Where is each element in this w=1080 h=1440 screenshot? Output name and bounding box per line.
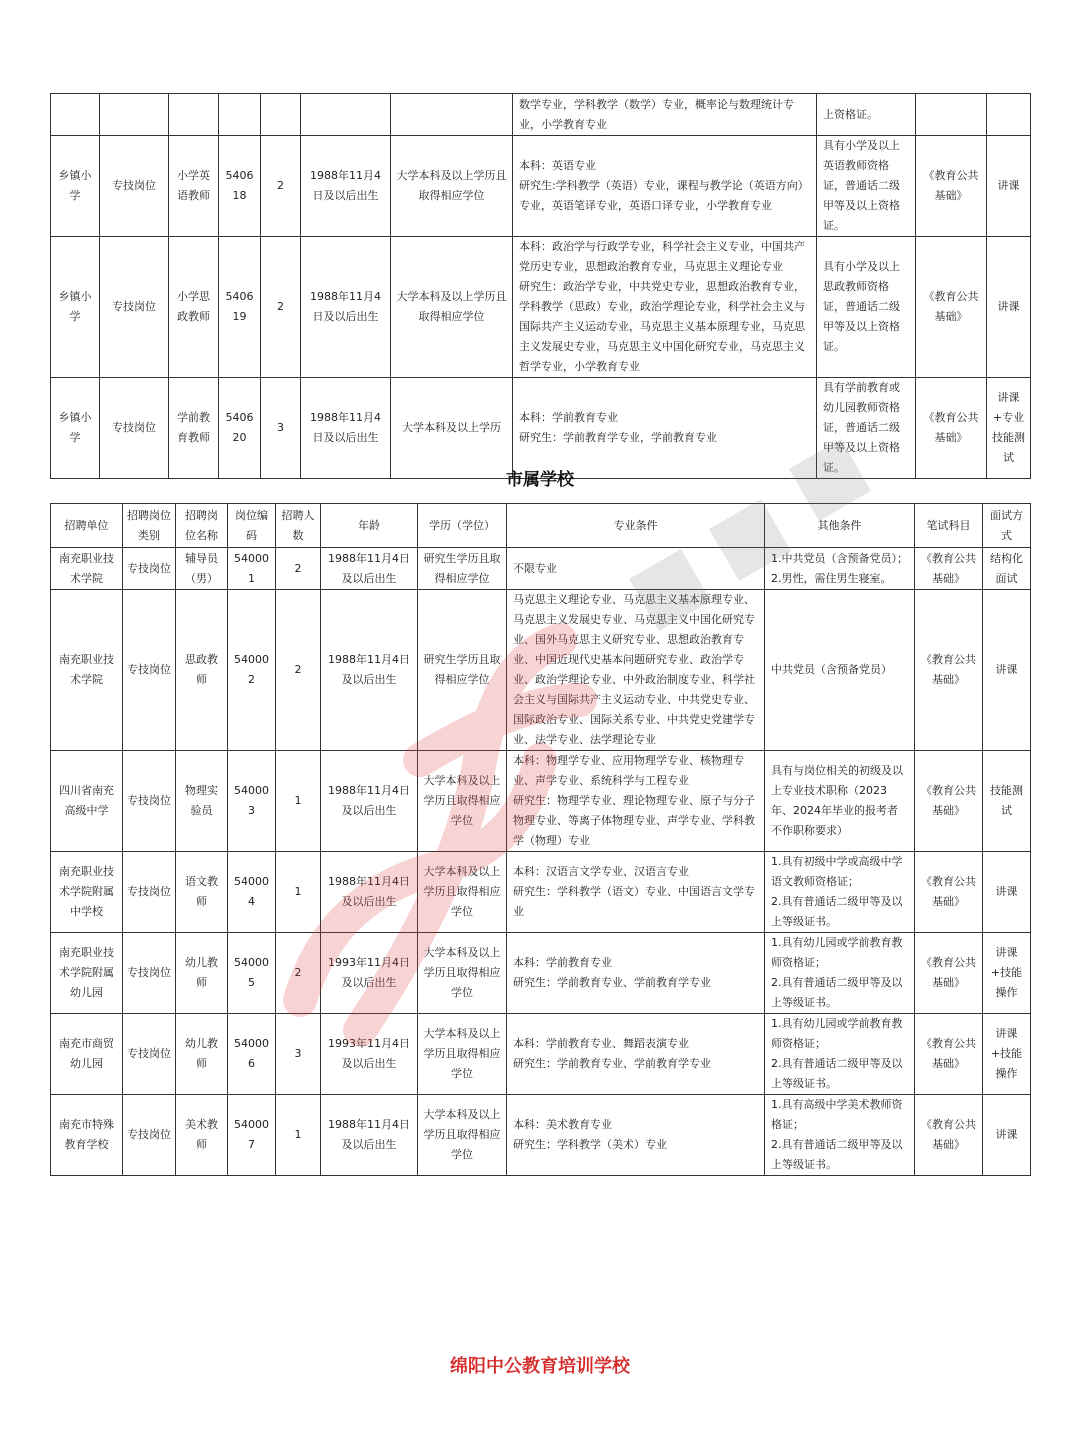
table-cell: 技能测试 xyxy=(983,751,1031,852)
table-cell: 2 xyxy=(276,590,321,751)
table-row xyxy=(51,94,1031,136)
table-row xyxy=(51,751,1031,852)
table-cell: 具有小学及以上思政教师资格证，普通话二级甲等及以上资格证。 xyxy=(817,237,916,378)
table-cell: 研究生学历且取得相应学位 xyxy=(418,590,507,751)
table-cell xyxy=(301,94,391,136)
table-cell xyxy=(916,94,987,136)
header-cell: 学历（学位） xyxy=(418,504,507,548)
table-cell: 2 xyxy=(276,548,321,590)
header-cell: 招聘人数 xyxy=(276,504,321,548)
table-cell: 1988年11月4日及以后出生 xyxy=(321,852,418,933)
table-cell: 《教育公共基础》 xyxy=(915,1095,983,1176)
table-cell: 大学本科及以上学历且取得相应学位 xyxy=(418,751,507,852)
table-cell: 中共党员（含预备党员） xyxy=(765,590,915,751)
header-row xyxy=(51,504,1031,548)
table-cell xyxy=(391,94,513,136)
table-cell: 1.具有初级中学或高级中学语文教师资格证； 2.具有普通话二级甲等及以上等级证书。 xyxy=(765,852,915,933)
table-row xyxy=(51,548,1031,590)
table-cell xyxy=(51,94,100,136)
table-cell: 专技岗位 xyxy=(123,548,176,590)
table-row xyxy=(51,136,1031,237)
table-cell: 讲课+技能操作 xyxy=(983,1014,1031,1095)
footer-school-name: 绵阳中公教育培训学校 xyxy=(450,1356,630,1377)
table-cell: 具有学前教育或幼儿园教师资格证，普通话二级甲等及以上资格证。 xyxy=(817,378,916,479)
table-cell: 大学本科及以上学历且取得相应学位 xyxy=(418,933,507,1014)
section-title: 市属学校 xyxy=(506,470,574,490)
table-cell: 本科：学前教育专业、舞蹈表演专业 研究生：学前教育专业、学前教育学专业 xyxy=(507,1014,765,1095)
table-row xyxy=(51,1095,1031,1176)
table-cell: 540003 xyxy=(228,751,276,852)
table-row xyxy=(51,933,1031,1014)
table-cell: 《教育公共基础》 xyxy=(915,590,983,751)
table-cell: 具有小学及以上英语教师资格证，普通话二级甲等及以上资格证。 xyxy=(817,136,916,237)
table-cell: 南充市特殊教育学校 xyxy=(51,1095,123,1176)
table-cell: 讲课+技能操作 xyxy=(983,933,1031,1014)
table-cell: 专技岗位 xyxy=(100,237,169,378)
table-cell: 幼儿教师 xyxy=(176,933,228,1014)
table-cell: 物理实验员 xyxy=(176,751,228,852)
table-cell: 大学本科及以上学历且取得相应学位 xyxy=(418,1095,507,1176)
table-cell: 语文教师 xyxy=(176,852,228,933)
table-cell: 1993年11月4日及以后出生 xyxy=(321,1014,418,1095)
table-cell: 《教育公共基础》 xyxy=(916,378,987,479)
table-cell xyxy=(219,94,261,136)
table-cell: 专技岗位 xyxy=(123,933,176,1014)
township-table-body xyxy=(51,94,1031,479)
table-cell: 南充职业技术学院附属中学校 xyxy=(51,852,123,933)
table-cell: 专技岗位 xyxy=(123,751,176,852)
table-cell: 《教育公共基础》 xyxy=(915,852,983,933)
table-cell: 乡镇小学 xyxy=(51,136,100,237)
table-cell: 1988年11月4日及以后出生 xyxy=(321,590,418,751)
table-cell: 讲课 xyxy=(987,237,1031,378)
table-cell xyxy=(100,94,169,136)
table-cell: 大学本科及以上学历且取得相应学位 xyxy=(391,237,513,378)
table-cell: 1.具有幼儿园或学前教育教师资格证； 2.具有普通话二级甲等及以上等级证书。 xyxy=(765,933,915,1014)
table-cell: 乡镇小学 xyxy=(51,237,100,378)
table-cell xyxy=(261,94,301,136)
table-cell: 思政教师 xyxy=(176,590,228,751)
header-cell: 专业条件 xyxy=(507,504,765,548)
table-cell: 不限专业 xyxy=(507,548,765,590)
table-cell: 《教育公共基础》 xyxy=(915,933,983,1014)
table-cell: 大学本科及以上学历且取得相应学位 xyxy=(391,136,513,237)
table-cell: 540001 xyxy=(228,548,276,590)
table-cell: 本科：政治学与行政学专业，科学社会主义专业，中国共产党历史专业，思想政治教育专业，马克思主义理论专业 研究生：政治学专业，中共党史专业，思想政治教育专业，学科教学（思政）专业，政治学理论专业，科学社会主义与国际共产主义运动专业，马克思主义基本原理专业，马克思主义发展史专业，马克思主义中国化研究专业，马克思主义哲学专业，小学教育专业 xyxy=(513,237,817,378)
table-cell: 1.具有幼儿园或学前教育教师资格证； 2.具有普通话二级甲等及以上等级证书。 xyxy=(765,1014,915,1095)
table-cell: 专技岗位 xyxy=(123,852,176,933)
table-cell: 专技岗位 xyxy=(100,378,169,479)
table-cell: 讲课+专业技能测试 xyxy=(987,378,1031,479)
table-cell: 具有与岗位相关的初级及以上专业技术职称（2023年、2024年毕业的报考者不作职称要求） xyxy=(765,751,915,852)
header-cell: 招聘单位 xyxy=(51,504,123,548)
table-cell: 乡镇小学 xyxy=(51,378,100,479)
table-cell: 上资格证。 xyxy=(817,94,916,136)
table-cell: 本科：英语专业 研究生:学科教学（英语）专业，课程与教学论（英语方向）专业，英语笔译专业，英语口译专业，小学教育专业 xyxy=(513,136,817,237)
table-cell: 讲课 xyxy=(983,590,1031,751)
table-cell: 1988年11月4日及以后出生 xyxy=(301,378,391,479)
table-cell: 1988年11月4日及以后出生 xyxy=(301,136,391,237)
table-cell: 540004 xyxy=(228,852,276,933)
table-cell: 结构化面试 xyxy=(983,548,1031,590)
table-cell: 540006 xyxy=(228,1014,276,1095)
table-cell: 1993年11月4日及以后出生 xyxy=(321,933,418,1014)
table-row xyxy=(51,1014,1031,1095)
table-row xyxy=(51,852,1031,933)
table-cell: 研究生学历且取得相应学位 xyxy=(418,548,507,590)
table-cell: 本科：物理学专业、应用物理学专业、核物理专业、声学专业、系统科学与工程专业 研究生：物理学专业、理论物理专业、原子与分子物理专业、等离子体物理专业、声学专业、学科教学（物理）专业 xyxy=(507,751,765,852)
table-cell: 学前教育教师 xyxy=(169,378,219,479)
table-cell: 3 xyxy=(276,1014,321,1095)
table-cell: 大学本科及以上学历 xyxy=(391,378,513,479)
table-cell xyxy=(987,94,1031,136)
table-cell: 马克思主义理论专业、马克思主义基本原理专业、马克思主义发展史专业、马克思主义中国化研究专业、国外马克思主义研究专业、思想政治教育专业、中国近现代史基本问题研究专业、政治学专业、政治学理论专业、中外政治制度专业、科学社会主义与国际共产主义运动专业、中共党史专业、国际政治专业、国际关系专业、中共党史党建学专业、法学专业、法学理论专业 xyxy=(507,590,765,751)
table-cell xyxy=(169,94,219,136)
table-cell: 1988年11月4日及以后出生 xyxy=(301,237,391,378)
table-cell: 540005 xyxy=(228,933,276,1014)
table-cell: 1 xyxy=(276,1095,321,1176)
table-cell: 1988年11月4日及以后出生 xyxy=(321,548,418,590)
table-cell: 《教育公共基础》 xyxy=(916,237,987,378)
header-cell: 招聘岗位类别 xyxy=(123,504,176,548)
table-cell: 南充职业技术学院附属幼儿园 xyxy=(51,933,123,1014)
table-cell: 2 xyxy=(261,136,301,237)
table-cell: 大学本科及以上学历且取得相应学位 xyxy=(418,1014,507,1095)
header-cell: 笔试科目 xyxy=(915,504,983,548)
table-cell: 1.中共党员（含预备党员）； 2.男性，需住男生寝室。 xyxy=(765,548,915,590)
city-schools-table xyxy=(50,503,1031,1176)
table-cell: 美术教师 xyxy=(176,1095,228,1176)
table-cell: 540620 xyxy=(219,378,261,479)
table-cell: 四川省南充高级中学 xyxy=(51,751,123,852)
table-cell: 3 xyxy=(261,378,301,479)
table-cell: 本科：美术教育专业 研究生：学科教学（美术）专业 xyxy=(507,1095,765,1176)
table-cell: 数学专业，学科教学（数学）专业，概率论与数理统计专业，小学教育专业 xyxy=(513,94,817,136)
table-cell: 小学思政教师 xyxy=(169,237,219,378)
header-cell: 其他条件 xyxy=(765,504,915,548)
table-cell: 1988年11月4日及以后出生 xyxy=(321,1095,418,1176)
table-row xyxy=(51,590,1031,751)
table-cell: 南充职业技术学院 xyxy=(51,590,123,751)
header-cell: 岗位编码 xyxy=(228,504,276,548)
table-cell: 专技岗位 xyxy=(100,136,169,237)
table-cell: 辅导员（男） xyxy=(176,548,228,590)
table-cell: 讲课 xyxy=(983,1095,1031,1176)
table-cell: 本科：学前教育专业 研究生：学前教育专业、学前教育学专业 xyxy=(507,933,765,1014)
table-cell: 540619 xyxy=(219,237,261,378)
table-cell: 《教育公共基础》 xyxy=(915,751,983,852)
township-table xyxy=(50,93,1031,479)
table-cell: 1.具有高级中学美术教师资格证； 2.具有普通话二级甲等及以上等级证书。 xyxy=(765,1095,915,1176)
table-cell: 540618 xyxy=(219,136,261,237)
table-cell: 专技岗位 xyxy=(123,1014,176,1095)
table-cell: 540002 xyxy=(228,590,276,751)
table-cell: 南充职业技术学院 xyxy=(51,548,123,590)
table-cell: 1 xyxy=(276,852,321,933)
city-table-body xyxy=(51,548,1031,1176)
table-cell: 专技岗位 xyxy=(123,590,176,751)
table-row xyxy=(51,237,1031,378)
table-cell: 2 xyxy=(261,237,301,378)
table-cell: 《教育公共基础》 xyxy=(915,1014,983,1095)
table-cell: 南充市商贸幼儿园 xyxy=(51,1014,123,1095)
header-cell: 年龄 xyxy=(321,504,418,548)
table-cell: 大学本科及以上学历且取得相应学位 xyxy=(418,852,507,933)
table-cell: 1 xyxy=(276,751,321,852)
table-cell: 《教育公共基础》 xyxy=(916,136,987,237)
table-cell: 540007 xyxy=(228,1095,276,1176)
table-cell: 讲课 xyxy=(983,852,1031,933)
header-cell: 招聘岗位名称 xyxy=(176,504,228,548)
table-cell: 1988年11月4日及以后出生 xyxy=(321,751,418,852)
table-cell: 小学英语教师 xyxy=(169,136,219,237)
table-cell: 2 xyxy=(276,933,321,1014)
table-cell: 《教育公共基础》 xyxy=(915,548,983,590)
table-row xyxy=(51,378,1031,479)
table-cell: 幼儿教师 xyxy=(176,1014,228,1095)
table-cell: 本科：汉语言文学专业、汉语言专业 研究生：学科教学（语文）专业、中国语言文学专业 xyxy=(507,852,765,933)
header-cell: 面试方式 xyxy=(983,504,1031,548)
table-cell: 本科：学前教育专业 研究生：学前教育学专业，学前教育专业 xyxy=(513,378,817,479)
table-cell: 讲课 xyxy=(987,136,1031,237)
table-cell: 专技岗位 xyxy=(123,1095,176,1176)
